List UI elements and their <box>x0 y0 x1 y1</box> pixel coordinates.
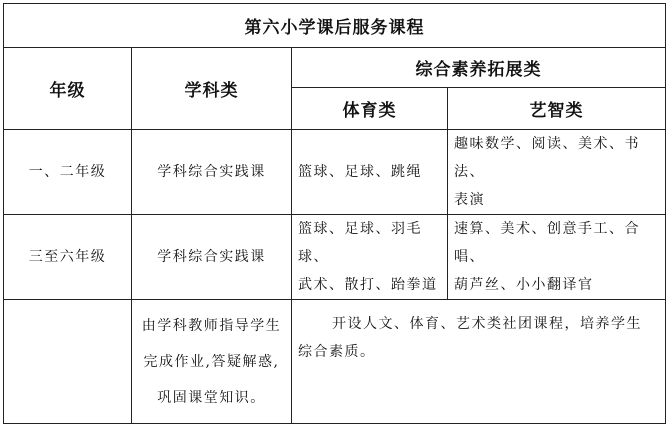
course-table <box>3 3 666 424</box>
extension-note-line: 开设人文、体育、艺术类社团课程，培养学生 <box>332 316 642 332</box>
arts-line: 速算、美术、创意手工、合唱、 <box>454 221 640 265</box>
sports-line: 篮球、足球、羽毛球、 <box>298 221 422 265</box>
sports-cell <box>292 130 448 215</box>
arts-cell <box>448 215 666 300</box>
header-arts: 艺智类 <box>448 88 666 130</box>
arts-cell <box>448 130 666 215</box>
header-grade: 年级 <box>4 48 132 130</box>
subject-cell: 学科综合实践课 <box>132 215 292 300</box>
sports-line: 武术、散打、跆拳道 <box>298 277 438 293</box>
table-row <box>4 130 666 215</box>
subject-note-line: 完成作业,答疑解惑, <box>143 353 280 370</box>
header-sports: 体育类 <box>292 88 448 130</box>
grade-cell: 一、二年级 <box>4 130 132 215</box>
sports-line: 篮球、足球、跳绳 <box>298 164 422 180</box>
table-title: 第六小学课后服务课程 <box>4 4 666 48</box>
header-subject: 学科类 <box>132 48 292 130</box>
grade-cell: 三至六年级 <box>4 215 132 300</box>
header-extension: 综合素养拓展类 <box>292 48 666 88</box>
subject-cell: 学科综合实践课 <box>132 130 292 215</box>
arts-line: 葫芦丝、小小翻译官 <box>454 277 594 293</box>
empty-grade-cell <box>4 300 132 424</box>
sports-cell <box>292 215 448 300</box>
subject-note-line: 由学科教师指导学生 <box>141 317 282 334</box>
table-row-notes <box>4 300 666 424</box>
subject-note-line: 巩固课堂知识。 <box>157 389 266 406</box>
arts-line: 趣味数学、阅读、美术、书法、 <box>454 136 640 180</box>
extension-note-line: 综合素质。 <box>298 344 376 360</box>
subject-note-cell <box>132 300 292 424</box>
extension-note-cell <box>292 300 666 424</box>
table-row <box>4 215 666 300</box>
arts-line: 表演 <box>454 192 485 208</box>
extension-note-line-wrap <box>298 310 659 338</box>
